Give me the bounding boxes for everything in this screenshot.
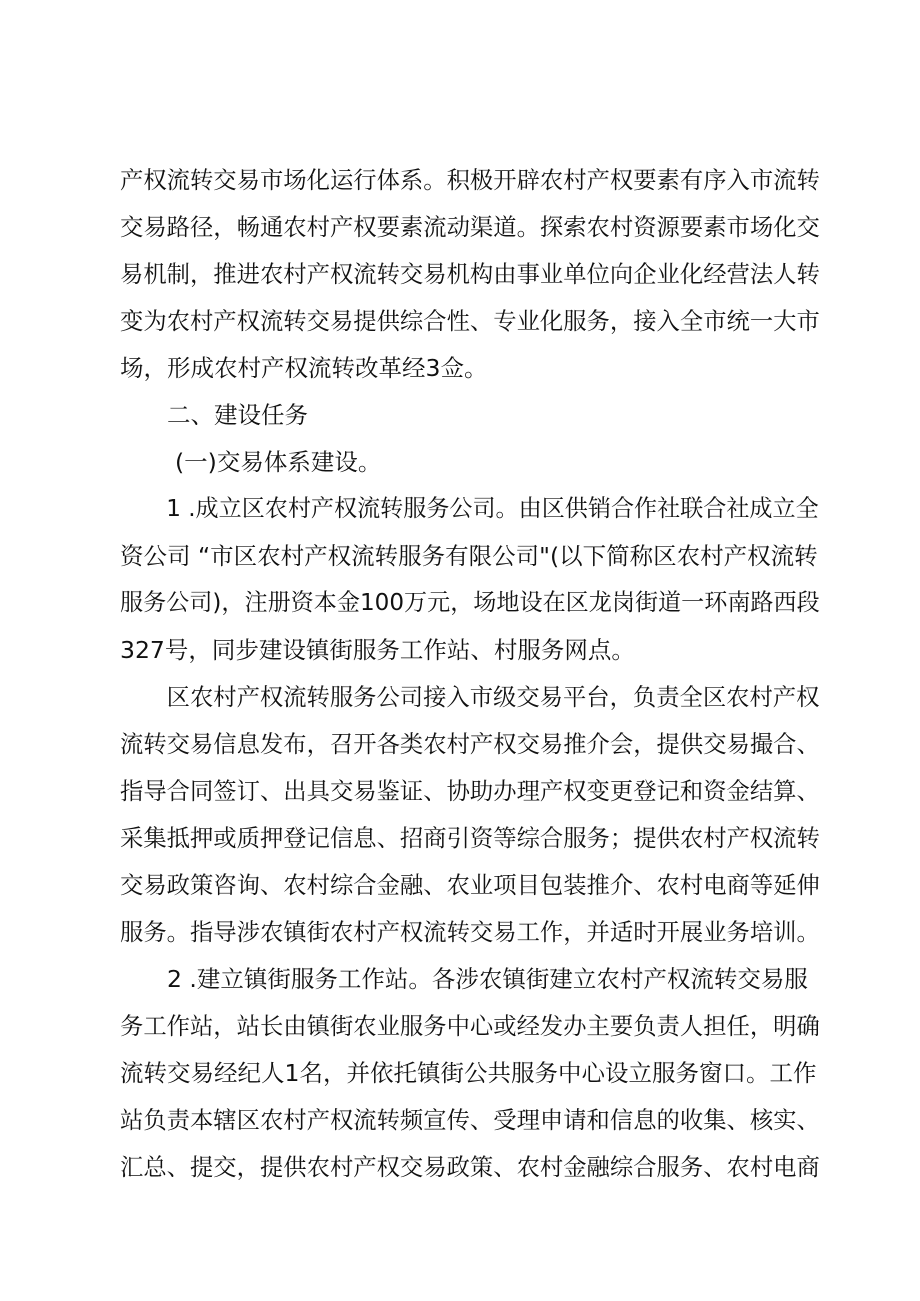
paragraph-town-workstation — [120, 956, 820, 1191]
paragraph-market-system — [120, 157, 820, 392]
text-line: 2 .建立镇街服务工作站。各涉农镇街建立农村产权流转交易服 — [167, 965, 808, 993]
text-line: 采集抵押或质押登记信息、招商引资等综合服务；提供农村产权流转 — [120, 824, 820, 852]
text-line: 交易政策咨询、农村综合金融、农业项目包装推介、农村电商等延伸 — [120, 871, 820, 899]
text-line: 产权流转交易市场化运行体系。积极开辟农村产权要素有序入市流转 — [120, 166, 820, 194]
text-line: 服务公司)，注册资本金100万元，场地设在区龙岗街道一环南路西段 — [120, 590, 820, 616]
text-line: 服务。指导涉农镇街农村产权流转交易工作，并适时开展业务培训。 — [120, 918, 820, 946]
text-line: 汇总、提交，提供农村产权交易政策、农村金融综合服务、农村电商 — [120, 1153, 820, 1181]
text-line: 327号，同步建设镇街服务工作站、村服务网点。 — [120, 636, 635, 664]
text-line: 易机制，推进农村产权流转交易机构由事业单位向企业化经营法人转 — [120, 260, 820, 288]
paragraph-company-duties — [120, 674, 820, 956]
text-line: 指导合同签订、出具交易鉴证、协助办理产权变更登记和资金结算、 — [120, 777, 820, 805]
text-line: 交易路径，畅通农村产权要素流动渠道。探索农村资源要素市场化交 — [120, 213, 820, 241]
text-line: 务工作站，站长由镇街农业服务中心或经发办主要负责人担任，明确 — [120, 1012, 820, 1040]
text-line: 区农村产权流转服务公司接入市级交易平台，负责全区农村产权 — [166, 684, 820, 711]
text-line: 流转交易信息发布，召开各类农村产权交易推介会，提供交易撮合、 — [120, 730, 820, 758]
text-line: 1 .成立区农村产权流转服务公司。由区供销合作社联合社成立全 — [166, 496, 819, 522]
text-line: 站负责本辖区农村产权流转频宣传、受理申请和信息的收集、核实、 — [120, 1106, 820, 1134]
text-line: 资公司 “市区农村产权流转服务有限公司"(以下简称区农村产权流转 — [120, 542, 818, 570]
text-line: 场，形成农村产权流转改革经3佥。 — [120, 354, 488, 382]
paragraph-service-company — [120, 486, 820, 674]
text-line: (一)交易体系建设。 — [175, 448, 382, 476]
document-body — [120, 157, 820, 1191]
subsection-heading — [120, 439, 820, 486]
section-heading — [120, 392, 820, 439]
text-line: 流转交易经纪人1名，并依托镇街公共服务中心设立服务窗口。工作 — [120, 1059, 817, 1087]
text-line: 二、建设任务 — [167, 401, 308, 429]
text-line: 变为农村产权流转交易提供综合性、专业化服务，接入全市统一大市 — [120, 307, 820, 335]
